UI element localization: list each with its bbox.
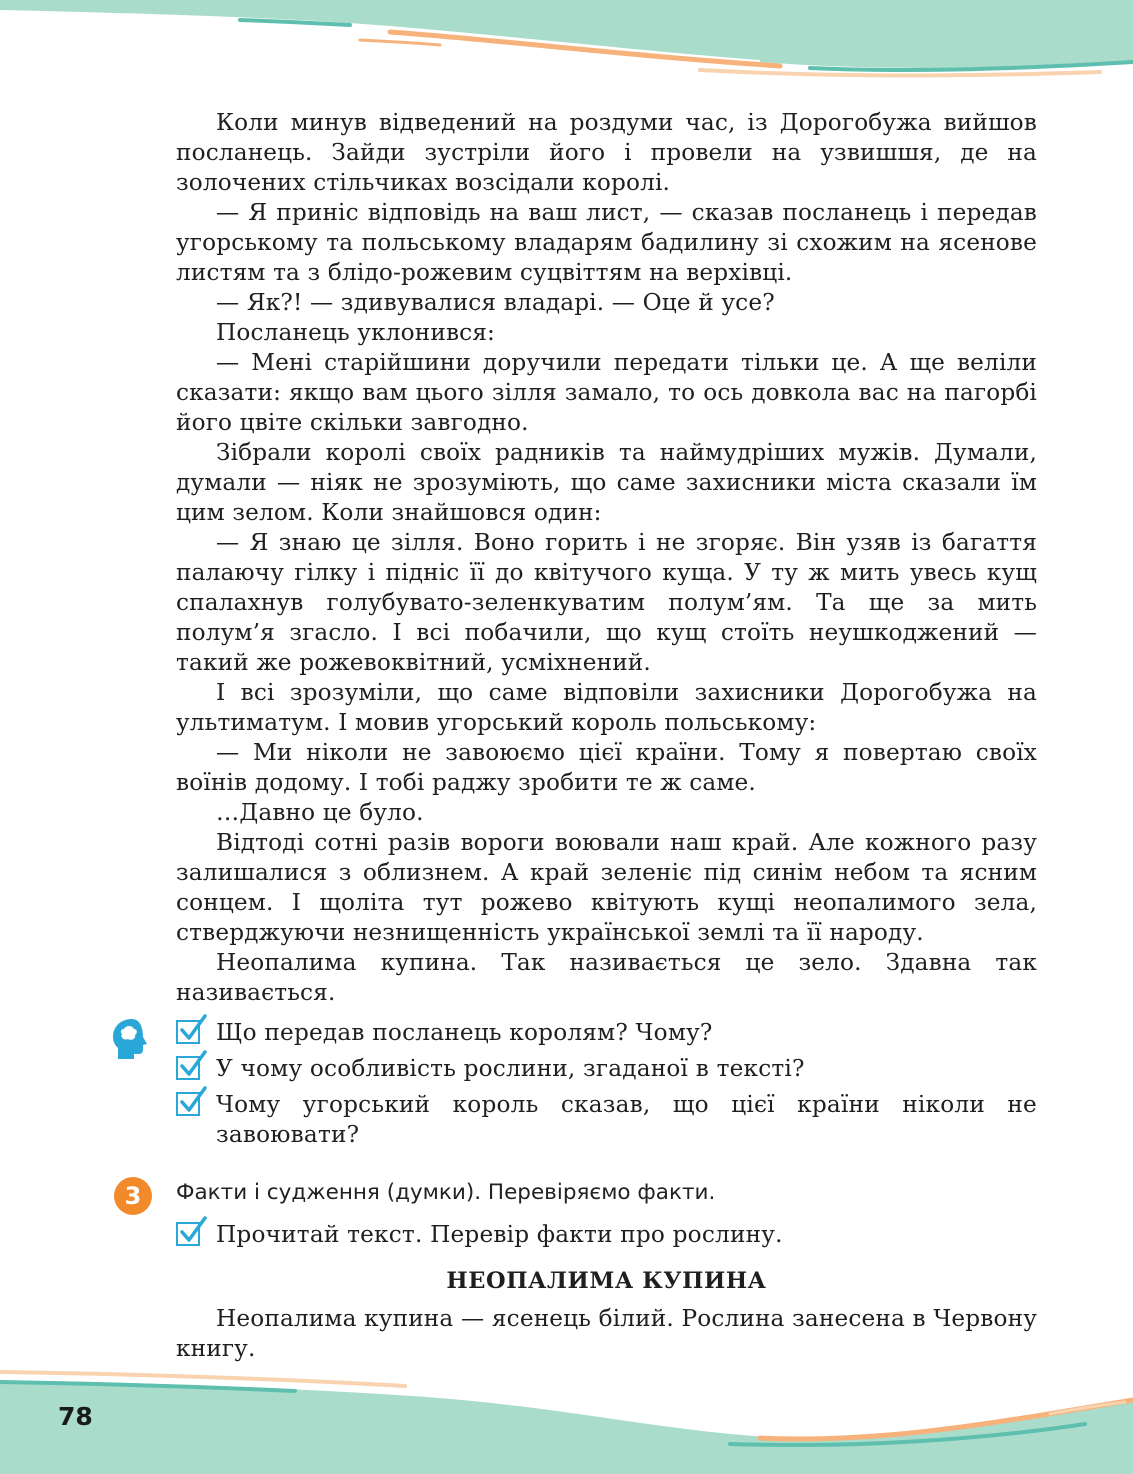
story-paragraph: — Ми ніколи не завоюємо цієї країни. Тому я повертаю своїх воїнів додому. І тобі раджу зробити те ж саме.	[176, 739, 1037, 796]
story-text	[176, 108, 1037, 1008]
question-item	[176, 1090, 1037, 1150]
story-paragraph: — Я знаю це зілля. Воно горить і не згоряє. Він узяв із багаття палаючу гілку і підніс її до квітучого куща. У ту ж мить увесь кущ спалахнув голубувато-зеленкуватим полум’ям. Та ще за мить полум’я згасло. І всі побачили, що кущ стоїть неушкоджений — такий же рожевоквітний, усміхнений.	[176, 529, 1037, 676]
story-paragraph: Зібрали королі своїх радників та наймудріших мужів. Думали, думали — ніяк не зрозуміють, що саме захисники міста сказали їм цим зелом. Коли знайшовся один:	[176, 439, 1037, 526]
task-number-badge: 3	[114, 1177, 152, 1215]
checkbox-icon	[176, 1056, 200, 1080]
checkbox-icon	[176, 1020, 200, 1044]
top-wave-decoration	[0, 0, 1133, 90]
task-instruction	[176, 1220, 1037, 1256]
page-number: 78	[58, 1402, 93, 1431]
article-text: Неопалима купина — ясенець білий. Рослина занесена в Червону книгу.	[176, 1305, 1037, 1362]
question-text: У чому особливість рослини, згаданої в тексті?	[216, 1055, 805, 1082]
question-text: Чому угорський король сказав, що цієї країни ніколи не завоювати?	[216, 1091, 1037, 1148]
story-paragraph: І всі зрозуміли, що саме відповіли захисники Дорогобужа на ультиматум. І мовив угорський король польському:	[176, 679, 1037, 736]
story-paragraph: — Мені старійшини доручили передати тільки це. А ще веліли сказати: якщо вам цього зілля замало, то ось довкола вас на пагорбі його цвіте скільки завгодно.	[176, 349, 1037, 436]
question-list	[176, 1018, 1037, 1156]
thinking-head-icon	[110, 1017, 152, 1061]
question-item	[176, 1054, 1037, 1084]
story-paragraph: Коли минув відведений на роздуми час, із Дорогобужа вийшов посланець. Зайди зустріли його і провели на узвишшя, де на золочених стільчиках возсідали королі.	[176, 109, 1037, 196]
checkbox-icon	[176, 1092, 200, 1116]
story-paragraph: Посланець уклонився:	[216, 319, 496, 346]
checkbox-icon	[176, 1222, 200, 1246]
story-paragraph: Неопалима купина. Так називається це зело. Здавна так називається.	[176, 949, 1037, 1006]
instruction-item	[176, 1220, 1037, 1250]
question-text: Що передав посланець королям? Чому?	[216, 1019, 713, 1046]
story-paragraph: — Я приніс відповідь на ваш лист, — сказав посланець і передав угорському та польському владарям бадилину зі схожим на ясенове листям та з блідо-рожевим суцвіттям на верхівці.	[176, 199, 1037, 286]
bottom-wave-decoration	[0, 1364, 1133, 1474]
story-paragraph: …Давно це було.	[216, 799, 424, 826]
story-paragraph: Відтоді сотні разів вороги воювали наш край. Але кожного разу залишалися з облизнем. А край зеленіє під синім небом та ясним сонцем. І щоліта тут рожево квітують кущі неопалимого зела, стверджуючи незнищенність української землі та її народу.	[176, 829, 1037, 946]
question-item	[176, 1018, 1037, 1048]
story-paragraph: — Як?! — здивувалися владарі. — Оце й усе?	[216, 289, 775, 316]
instruction-text: Прочитай текст. Перевір факти про рослину.	[216, 1221, 783, 1248]
task-title: Факти і судження (думки). Перевіряємо факти.	[176, 1180, 716, 1205]
article-title: НЕОПАЛИМА КУПИНА	[446, 1268, 767, 1294]
